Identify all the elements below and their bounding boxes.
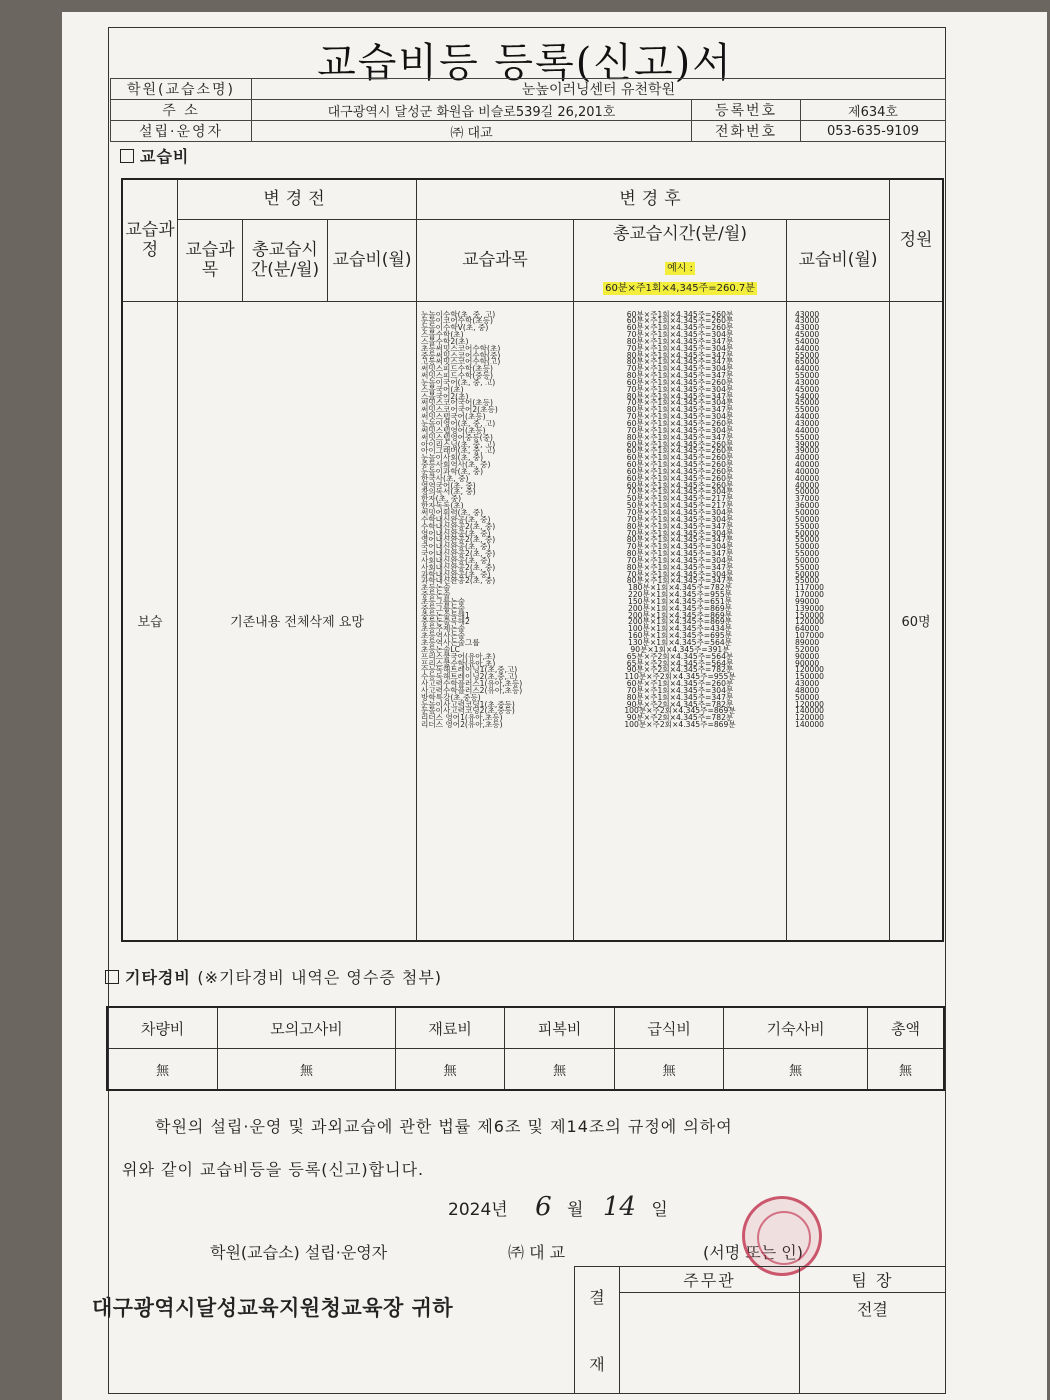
time-list-cell <box>574 301 787 941</box>
date-line <box>448 1192 668 1222</box>
date-month-unit: 월 <box>567 1200 584 1220</box>
fee-item: 55000 <box>795 521 820 531</box>
founder-value: ㈜ 대교 <box>252 121 692 142</box>
time-item: 70분×주1회×4.345주=304분 <box>626 425 734 435</box>
fee-item: 55000 <box>795 549 820 559</box>
fee-item: 43000 <box>795 316 820 326</box>
fee-item: 90000 <box>795 658 820 668</box>
subject-item: 써밋스코어국어2(초등) <box>421 405 498 415</box>
subject-item: 스몰국어(초) <box>421 384 464 394</box>
example-formula: 60분×주1회×4,345주=260.7분 <box>605 283 755 294</box>
fee-item: 140000 <box>795 720 824 730</box>
subject-item: 리더스 영어1(유아,초등) <box>421 713 503 723</box>
subject-item: 눈높이코어수학(초등) <box>421 316 493 326</box>
time-item: 80분×주1회×4.345주=347분 <box>626 371 734 381</box>
time-item: 60분×주1회×4.345주=260분 <box>626 460 734 470</box>
fee-item: 50000 <box>795 487 820 497</box>
other-fee-value: 無 <box>724 1049 868 1091</box>
fee-item: 43000 <box>795 377 820 387</box>
subject-item: 리더스 영어2(유아,초등) <box>421 720 503 730</box>
signature-note: (서명 또는 인) <box>703 1243 803 1262</box>
fee-item: 39000 <box>795 439 820 449</box>
fee-item: 48000 <box>795 685 820 695</box>
time-item: 80분×주1회×4.345주=347분 <box>626 350 734 360</box>
time-item: 220분×1회×4.345주=955분 <box>628 590 732 600</box>
header-after-subject: 교습과목 <box>417 219 574 301</box>
official-seal-stamp <box>742 1196 822 1276</box>
subject-item: 써밋스텝영어중등(중) <box>421 432 493 442</box>
fee-item: 120000 <box>795 699 824 709</box>
other-fees-table <box>106 1006 945 1091</box>
subject-item: 영어내신완공2(초, 중) <box>421 535 496 545</box>
fee-item: 65000 <box>795 357 820 367</box>
subject-item: 중등논술 <box>421 590 451 600</box>
approval-manager-note: 전결 <box>799 1293 945 1394</box>
section-fee-heading <box>120 144 189 167</box>
fee-item: 43000 <box>795 679 820 689</box>
addressee: 대구광역시달성교육지원청교육장 귀하 <box>92 1296 454 1320</box>
subject-list <box>421 309 573 730</box>
time-item: 60분×주1회×4.345주=260분 <box>626 473 734 483</box>
header-after-fee: 교습비(월) <box>787 219 890 301</box>
fee-item: 55000 <box>795 535 820 545</box>
header-before-total-time: 총교습시간(분/월) <box>243 219 328 301</box>
other-fee-header: 재료비 <box>395 1007 504 1049</box>
fee-item: 40000 <box>795 473 820 483</box>
subject-item: 프리스쿨수학(유아,초) <box>421 658 496 668</box>
subject-item: 스몰수학2(초) <box>421 336 469 346</box>
subject-item: 눈높이사고력코딩2(초,중등) <box>421 706 515 716</box>
subject-item: 써밋스텝국어(초등) <box>421 412 486 422</box>
subject-item: 초등논술LC <box>421 644 460 654</box>
time-item: 200분×1회×4.345주=869분 <box>628 617 732 627</box>
fee-item: 43000 <box>795 323 820 333</box>
header-before-fee: 교습비(월) <box>328 219 417 301</box>
subject-item: 사회내신완공2(초, 중) <box>421 562 496 572</box>
fee-item: 120000 <box>795 617 824 627</box>
subject-item: 프리스쿨국어(유아,초) <box>421 651 496 661</box>
time-item: 100분×주2회×4.345주=869분 <box>624 706 736 716</box>
fee-item: 45000 <box>795 384 820 394</box>
fee-item: 45000 <box>795 398 820 408</box>
subject-item: 써밋스텝영어(초등) <box>421 425 486 435</box>
time-item: 60분×주1회×4.345주=260분 <box>626 439 734 449</box>
fee-item: 50000 <box>795 514 820 524</box>
fee-item: 44000 <box>795 343 820 353</box>
phone-label: 전화번호 <box>692 121 801 142</box>
subject-item: 눈높이영어(초, 중, 고) <box>421 419 496 428</box>
header-before-subject: 교습과목 <box>178 219 243 301</box>
subject-item: 초등주제논술 <box>421 624 466 634</box>
time-item: 80분×주1회×4.345주=347분 <box>626 549 734 559</box>
subject-item: 초등그룹논술 <box>421 596 466 606</box>
subject-item: 방학특강(초,중등) <box>421 692 481 702</box>
time-item: 70분×주1회×4.345주=304분 <box>626 555 734 565</box>
date-day: 14 <box>602 1192 636 1222</box>
fee-item: 40000 <box>795 460 820 470</box>
other-fee-value: 無 <box>505 1049 614 1091</box>
fee-item: 40000 <box>795 466 820 476</box>
fee-item: 55000 <box>795 432 820 442</box>
time-item: 70분×주1회×4.345주=304분 <box>626 364 734 374</box>
fee-item: 120000 <box>795 665 824 675</box>
fee-item: 52000 <box>795 644 820 654</box>
fee-item: 50000 <box>795 542 820 552</box>
fee-item: 36000 <box>795 501 820 511</box>
subject-item: 아이리스닝(초, 중, 고) <box>421 439 496 449</box>
capacity-cell: 60명 <box>890 301 944 941</box>
time-item: 90분×주2회×4.345주=782분 <box>626 699 734 709</box>
fee-item: 54000 <box>795 336 820 346</box>
subject-item: 눈높이수학V(초, 중) <box>421 323 489 333</box>
approval-side-label <box>575 1267 620 1394</box>
declaration-line-1: 학원의 설립·운영 및 과외교습에 관한 법률 제6조 및 제14조의 규정에 의하여 <box>155 1117 733 1136</box>
approval-officer-header: 주무관 <box>620 1267 800 1293</box>
course-cell: 보습 <box>122 301 178 941</box>
time-item: 180분×1회×4.345주=782분 <box>628 583 732 593</box>
time-item: 80분×주1회×4.345주=347분 <box>626 562 734 572</box>
fee-list <box>795 309 889 730</box>
fee-item: 50000 <box>795 569 820 579</box>
time-item: 60분×주1회×4.345주=260분 <box>626 309 734 319</box>
subject-item: 초등써밋스코어수학(초) <box>421 343 501 353</box>
section-other-note: (※기타경비 내역은 영수증 첨부) <box>197 968 443 987</box>
time-item: 200분×1회×4.345주=869분 <box>628 610 732 620</box>
subject-item: 한자독독(초) <box>421 501 464 511</box>
fee-table <box>121 178 944 942</box>
other-fee-header: 차량비 <box>107 1007 218 1049</box>
academy-name-label: 학원(교습소명) <box>111 79 252 100</box>
time-item: 60분×주1회×4.345주=260분 <box>626 377 734 387</box>
time-item: 130분×1회×4.345주=564분 <box>628 638 732 647</box>
subject-item: 수학내신완공2(초, 중) <box>421 521 496 531</box>
signer-label: 학원(교습소) 설립·운영자 <box>210 1243 388 1262</box>
fee-item: 140000 <box>795 706 824 716</box>
time-item: 90분×1회×4.345주=391분 <box>630 644 730 654</box>
header-before: 변경전 <box>178 179 417 219</box>
other-fee-value: 無 <box>614 1049 723 1091</box>
time-item: 80분×주1회×4.345주=347분 <box>626 432 734 442</box>
time-item: 110분×주2회×4.345주=955분 <box>624 672 736 682</box>
subject-item: 스몰국어2(초) <box>421 391 469 401</box>
time-item: 70분×주1회×4.345주=304분 <box>626 514 734 524</box>
time-item: 70분×주1회×4.345주=304분 <box>626 398 734 408</box>
subject-item: 중등써밋스코어수학(중) <box>421 350 501 360</box>
fee-item: 37000 <box>795 494 820 504</box>
subject-item: 눈높이사고력코딩1(초,중등) <box>421 699 515 709</box>
subject-item: 중등그룹논술 <box>421 603 466 613</box>
fee-item: 40000 <box>795 453 820 463</box>
other-fee-value: 無 <box>218 1049 396 1091</box>
date-month: 6 <box>535 1192 552 1222</box>
time-item: 80분×주1회×4.345주=347분 <box>626 535 734 545</box>
subject-item: 국어내신완공2(초, 중) <box>421 549 496 559</box>
time-item: 70분×주1회×4.345주=304분 <box>626 330 734 340</box>
time-item: 70분×주1회×4.345주=304분 <box>626 412 734 422</box>
time-item: 80분×주1회×4.345주=347분 <box>626 336 734 346</box>
subject-item: 초등논술 <box>421 583 451 593</box>
time-item: 80분×주1회×4.345주=347분 <box>626 576 734 586</box>
other-fee-value: 無 <box>867 1049 944 1091</box>
section-fee-label: 교습비 <box>140 147 190 166</box>
fee-item: 50000 <box>795 692 820 702</box>
fee-item: 55000 <box>795 576 820 586</box>
subject-item: 영역국어(초, 중) <box>421 480 476 490</box>
time-item: 80분×주1회×4.345주=347분 <box>626 405 734 415</box>
subject-item: 중등논술독해2 <box>421 617 470 627</box>
fee-item: 99000 <box>795 596 820 606</box>
subject-item: 한국사(초, 중) <box>421 473 469 483</box>
other-fee-value: 無 <box>107 1049 218 1091</box>
subject-item: 써밋어휘력(초, 중) <box>421 507 484 517</box>
declaration-line-2: 위와 같이 교습비등을 등록(신고)합니다. <box>122 1160 425 1179</box>
checkbox-icon <box>105 970 119 984</box>
header-after: 변경후 <box>417 179 890 219</box>
subject-item: 사고력수학플러스1(유아,초등) <box>421 679 523 689</box>
time-item: 60분×주1회×4.345주=260분 <box>626 323 734 333</box>
subject-item: 스몰수학(초) <box>421 330 464 340</box>
reg-no-value: 제634호 <box>801 100 946 121</box>
checkbox-icon <box>120 149 134 163</box>
founder-label: 설립·운영자 <box>111 121 252 142</box>
time-item: 80분×주1회×4.345주=347분 <box>626 692 734 702</box>
time-item: 70분×주1회×4.345주=304분 <box>626 487 734 497</box>
time-item: 70분×주1회×4.345주=304분 <box>626 507 734 517</box>
subject-item: 초등역사논술 <box>421 631 466 641</box>
fee-item: 55000 <box>795 405 820 415</box>
time-item: 90분×주2회×4.345주=782분 <box>626 665 734 675</box>
approval-manager-header: 팀 장 <box>799 1267 945 1293</box>
other-fee-value: 無 <box>395 1049 504 1091</box>
fee-item: 90000 <box>795 651 820 661</box>
section-other-label: 기타경비 <box>125 968 191 987</box>
other-fee-header: 총액 <box>867 1007 944 1049</box>
subject-item: 창의독서(초, 중) <box>421 487 476 497</box>
fee-item: 120000 <box>795 713 824 723</box>
subject-item: 눈높이사회(초, 중) <box>421 453 484 463</box>
before-note-cell: 기존내용 전체삭제 요망 <box>178 301 417 941</box>
subject-item: 중등사회역사(초, 중) <box>421 460 491 470</box>
header-after-total-time <box>574 219 787 301</box>
fee-item: 139000 <box>795 603 824 613</box>
time-item: 90분×주2회×4.345주=782분 <box>626 713 734 723</box>
fee-item: 50000 <box>795 528 820 538</box>
subject-item: 아이그래머(초, 중, 고) <box>421 446 496 456</box>
time-item: 70분×주1회×4.345주=304분 <box>626 528 734 538</box>
fee-item: 107000 <box>795 631 824 641</box>
time-item: 70분×주1회×4.345주=304분 <box>626 685 734 695</box>
time-item: 60분×주1회×4.345주=260분 <box>626 446 734 456</box>
time-item: 60분×주1회×4.345주=260분 <box>626 679 734 689</box>
fee-item: 55000 <box>795 350 820 360</box>
fee-item: 150000 <box>795 672 824 682</box>
time-item: 60분×주1회×4.345주=260분 <box>626 453 734 463</box>
fee-item: 89000 <box>795 638 820 647</box>
date-year: 2024년 <box>448 1200 508 1220</box>
time-item: 50분×주1회×4.345주=217분 <box>626 494 734 504</box>
subject-item: 과학내신완공2(초, 중) <box>421 576 496 586</box>
fee-item: 44000 <box>795 412 820 422</box>
fee-item: 50000 <box>795 555 820 565</box>
time-item: 70분×주1회×4.345주=304분 <box>626 343 734 353</box>
time-item: 60분×주1회×4.345주=260분 <box>626 480 734 490</box>
time-item: 100분×주2회×4.345주=869분 <box>624 720 736 730</box>
fee-item: 50000 <box>795 507 820 517</box>
time-item: 50분×주1회×4.345주=217분 <box>626 501 734 511</box>
subject-item: 사회내신완공(초, 중) <box>421 555 491 565</box>
fee-item: 40000 <box>795 480 820 490</box>
address-label: 주 소 <box>111 100 252 121</box>
reg-no-label: 등록번호 <box>692 100 801 121</box>
subject-item: 초등역사논술그룹 <box>421 638 480 647</box>
time-item: 60분×주1회×4.345주=260분 <box>626 466 734 476</box>
section-other-heading <box>105 965 442 988</box>
subject-item: 한자(초, 중) <box>421 494 462 504</box>
fee-item: 117000 <box>795 583 824 593</box>
subject-item: 써밋스피드수학(중등) <box>421 371 493 381</box>
subject-list-cell <box>417 301 574 941</box>
approval-label-1: 결 <box>589 1288 605 1307</box>
academy-name: 눈높이러닝센터 유천학원 <box>252 79 946 100</box>
other-fee-header: 급식비 <box>614 1007 723 1049</box>
date-day-unit: 일 <box>651 1200 668 1220</box>
header-course: 교습과정 <box>122 179 178 301</box>
subject-item: 써밋스피드수학(초등) <box>421 364 493 374</box>
subject-item: 고등써밋스코어수학(고) <box>421 357 501 367</box>
approval-officer-cell <box>620 1293 800 1394</box>
header-capacity: 정원 <box>890 179 944 301</box>
fee-item: 44000 <box>795 425 820 435</box>
fee-item: 39000 <box>795 446 820 456</box>
fee-item: 150000 <box>795 610 824 620</box>
approval-label-2: 재 <box>589 1355 605 1374</box>
after-total-time-label: 총교습시간(분/월) <box>613 224 747 244</box>
approval-box <box>574 1266 946 1394</box>
subject-item: 수능독해트레이닝2(초,중,고) <box>421 672 518 682</box>
form-title: 교습비등 등록(신고)서 <box>317 40 733 86</box>
subject-item: 영어내신완공(초, 중) <box>421 528 491 538</box>
subject-item: 사고력수학플러스2(유아,초등) <box>421 685 523 695</box>
time-item: 70분×주1회×4.345주=304분 <box>626 569 734 579</box>
time-list <box>575 309 785 730</box>
time-item: 65분×주2회×4.345주=564분 <box>626 651 734 661</box>
subject-item: 과학내신완공(초, 중) <box>421 569 491 579</box>
fee-item: 54000 <box>795 391 820 401</box>
subject-item: 눈높이과학(초, 중) <box>421 466 484 476</box>
time-item: 80분×주1회×4.345주=347분 <box>626 521 734 531</box>
time-item: 150분×1회×4.345주=651분 <box>628 596 732 606</box>
other-fee-header: 피복비 <box>505 1007 614 1049</box>
example-label: 예시 : <box>667 263 693 274</box>
subject-item: 중등논술독해1 <box>421 610 470 620</box>
other-fee-header: 기숙사비 <box>724 1007 868 1049</box>
time-item: 160분×1회×4.345주=695분 <box>628 631 732 641</box>
time-item: 80분×주1회×4.345주=347분 <box>626 357 734 367</box>
fee-item: 170000 <box>795 590 824 600</box>
subject-item: 써밋스코어국어(초등) <box>421 398 493 408</box>
fee-item: 55000 <box>795 562 820 572</box>
time-item: 80분×주1회×4.345주=347분 <box>626 391 734 401</box>
time-item: 70분×주1회×4.345주=304분 <box>626 542 734 552</box>
time-item: 70분×주1회×4.345주=304분 <box>626 384 734 394</box>
time-item: 60분×주1회×4.345주=260분 <box>626 419 734 428</box>
subject-item: 눈높이국어(초, 중, 고) <box>421 377 496 387</box>
academy-info-table <box>110 78 946 142</box>
subject-item: 국어내신완공(초, 중) <box>421 542 491 552</box>
time-item: 100분×1회×4.345주=434분 <box>628 624 732 634</box>
subject-item: 눈높이수학(초, 중, 고) <box>421 309 496 319</box>
phone-value: 053-635-9109 <box>801 121 946 142</box>
time-item: 200분×1회×4.345주=869분 <box>628 603 732 613</box>
fee-item: 64000 <box>795 624 820 634</box>
address-value: 대구광역시 달성군 화원읍 비슬로539길 26,201호 <box>252 100 692 121</box>
fee-item: 45000 <box>795 330 820 340</box>
fee-item: 44000 <box>795 364 820 374</box>
time-item: 60분×주1회×4.345주=260분 <box>626 316 734 326</box>
fee-list-cell <box>787 301 890 941</box>
fee-item: 55000 <box>795 371 820 381</box>
time-item: 65분×주2회×4.345주=564분 <box>626 658 734 668</box>
subject-item: 수학내신완공(초, 중) <box>421 514 491 524</box>
other-fee-header: 모의고사비 <box>218 1007 396 1049</box>
signer-name: ㈜ 대 교 <box>508 1243 566 1262</box>
fee-item: 43000 <box>795 419 820 428</box>
fee-item: 43000 <box>795 309 820 319</box>
subject-item: 수능독해트레이닝1(초,중,고) <box>421 665 518 675</box>
